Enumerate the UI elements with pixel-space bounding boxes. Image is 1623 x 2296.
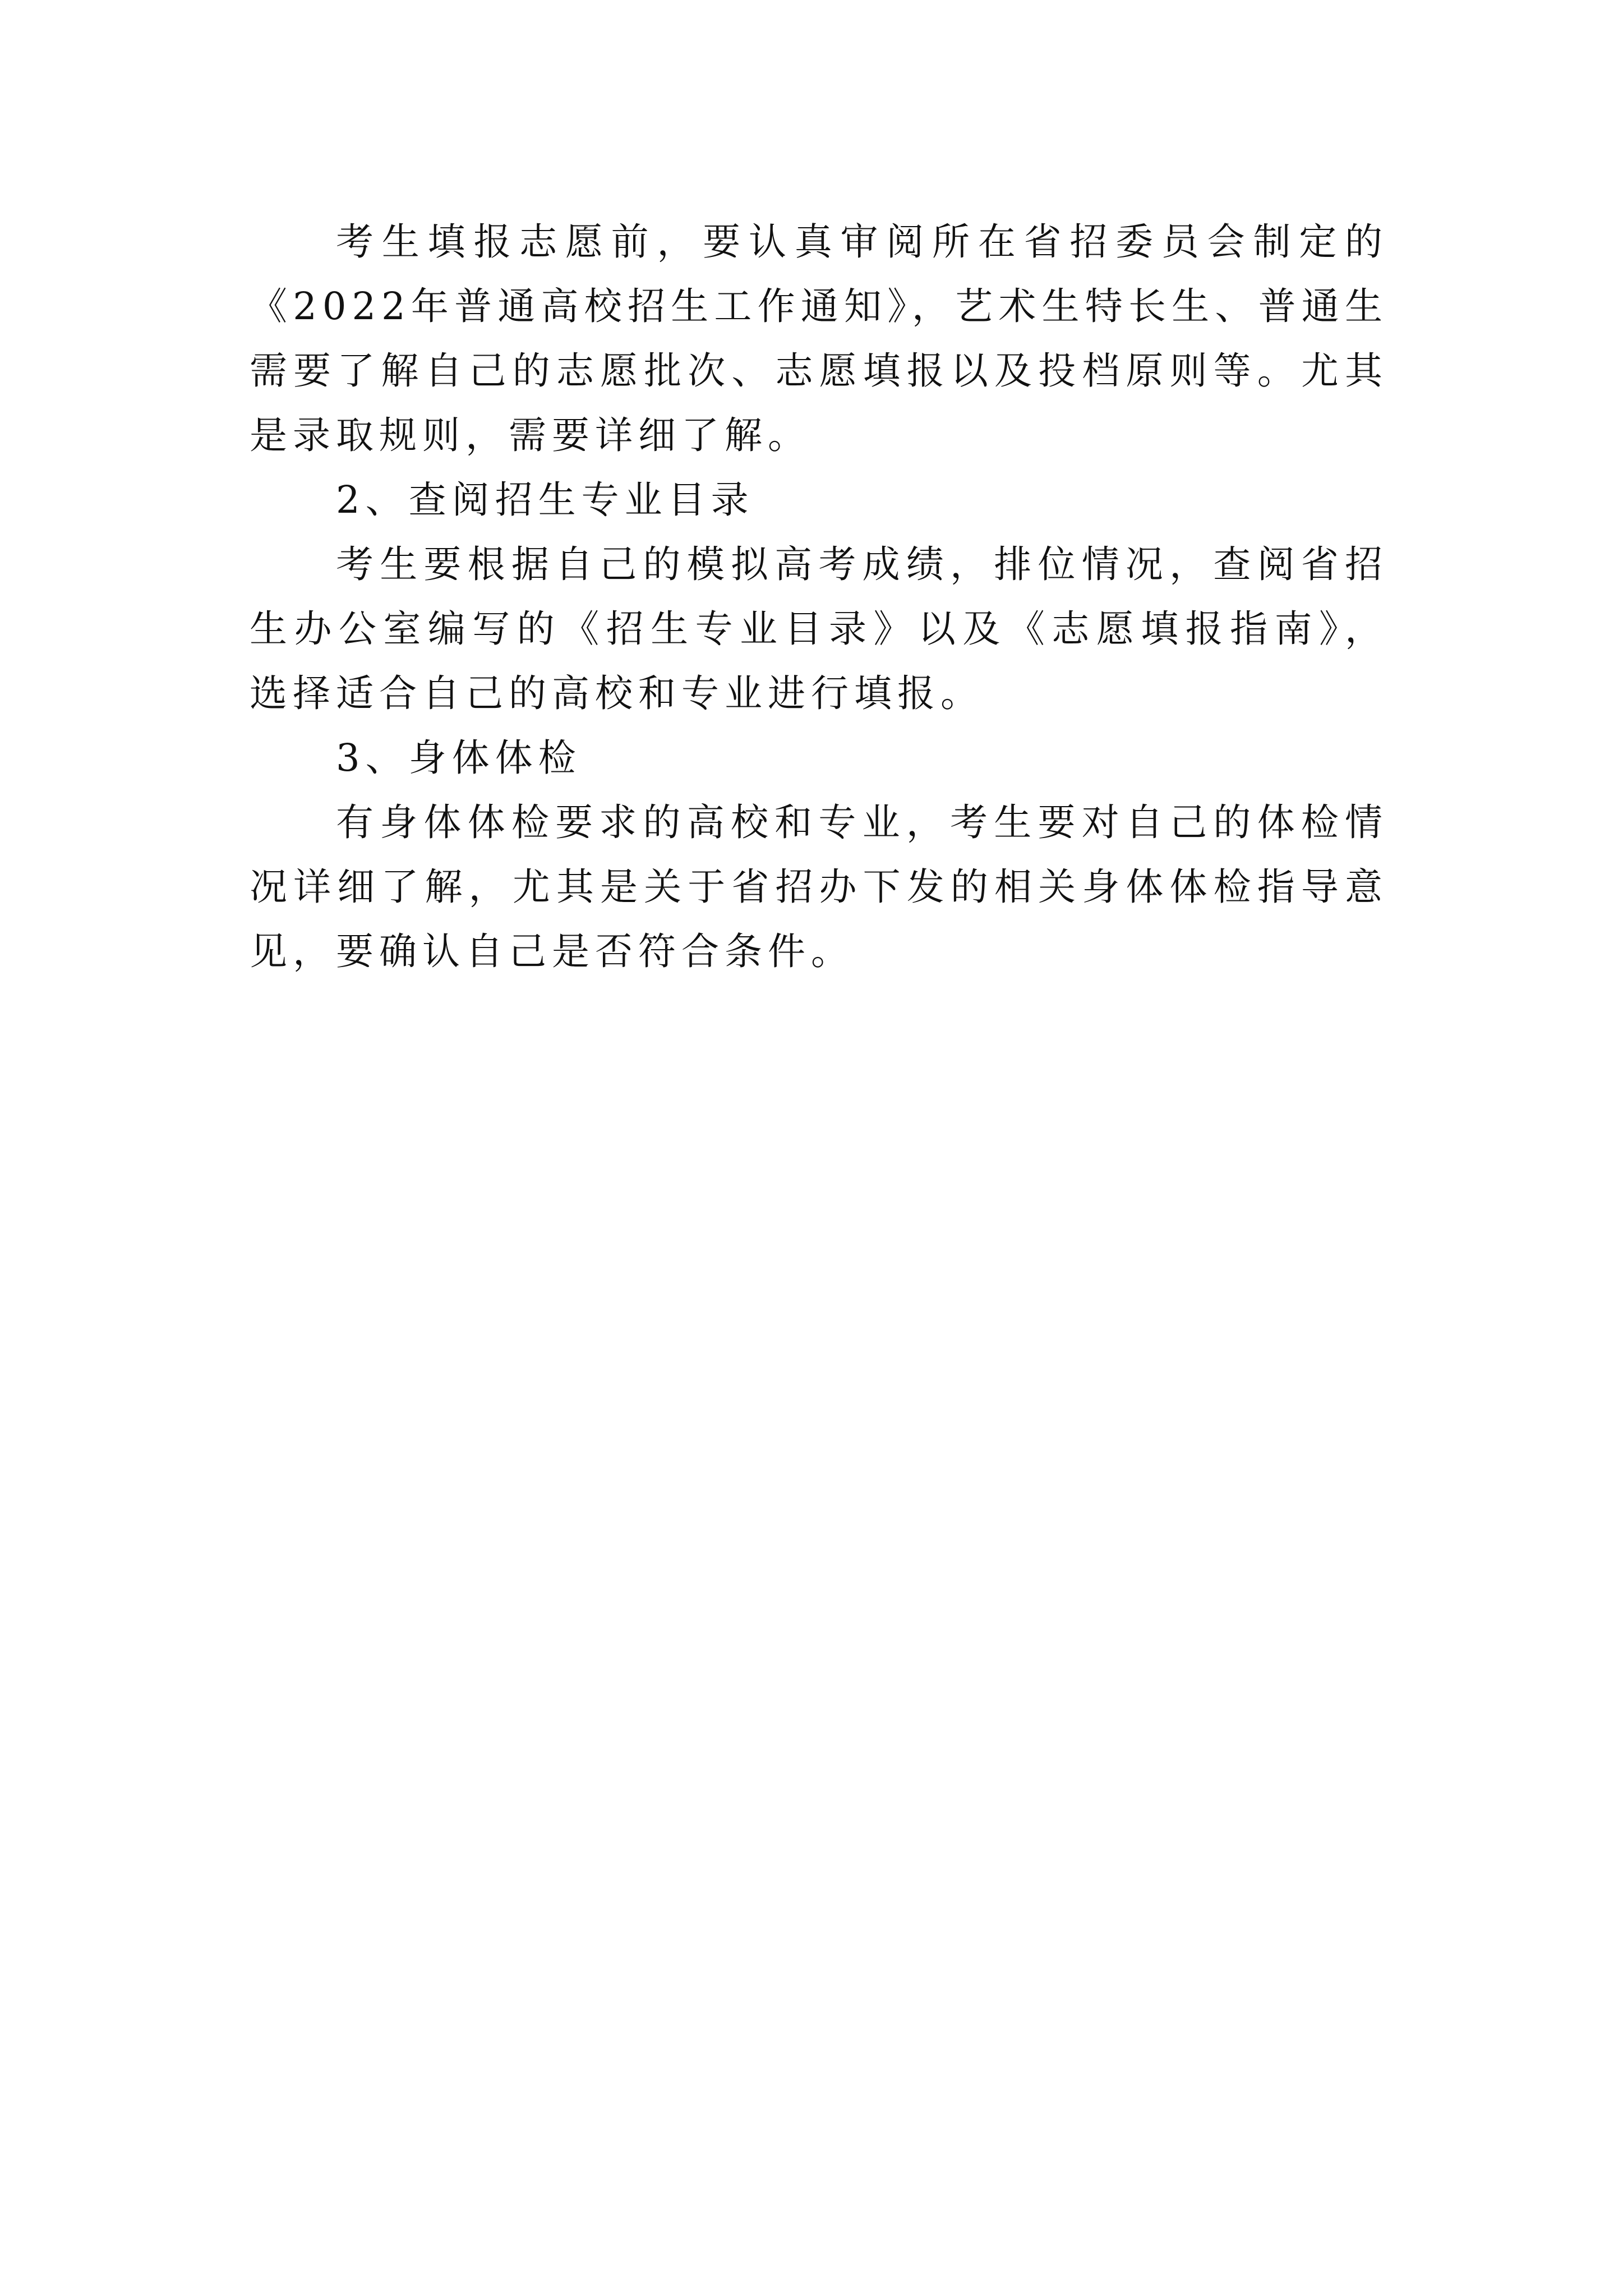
document-body <box>250 210 1388 984</box>
paragraph-consult-catalog: 考生要根据自己的模拟高考成绩，排位情况，查阅省招生办公室编写的《招生专业目录》以及《志愿填报指南》，选择适合自己的高校和专业进行填报。 <box>250 542 1388 715</box>
heading-physical-exam: 3、身体体检 <box>336 736 582 780</box>
paragraph-application-notice: 考生填报志愿前，要认真审阅所在省招委员会制定的《2022年普通高校招生工作通知》，艺术生特长生、普通生需要了解自己的志愿批次、志愿填报以及投档原则等。尤其是录取规则，需要详细了解。 <box>250 220 1388 457</box>
heading-consult-catalog: 2、查阅招生专业目录 <box>336 478 754 522</box>
paragraph-physical-exam: 有身体体检要求的高校和专业，考生要对自己的体检情况详细了解，尤其是关于省招办下发的相关身体体检指导意见，要确认自己是否符合条件。 <box>250 800 1388 973</box>
